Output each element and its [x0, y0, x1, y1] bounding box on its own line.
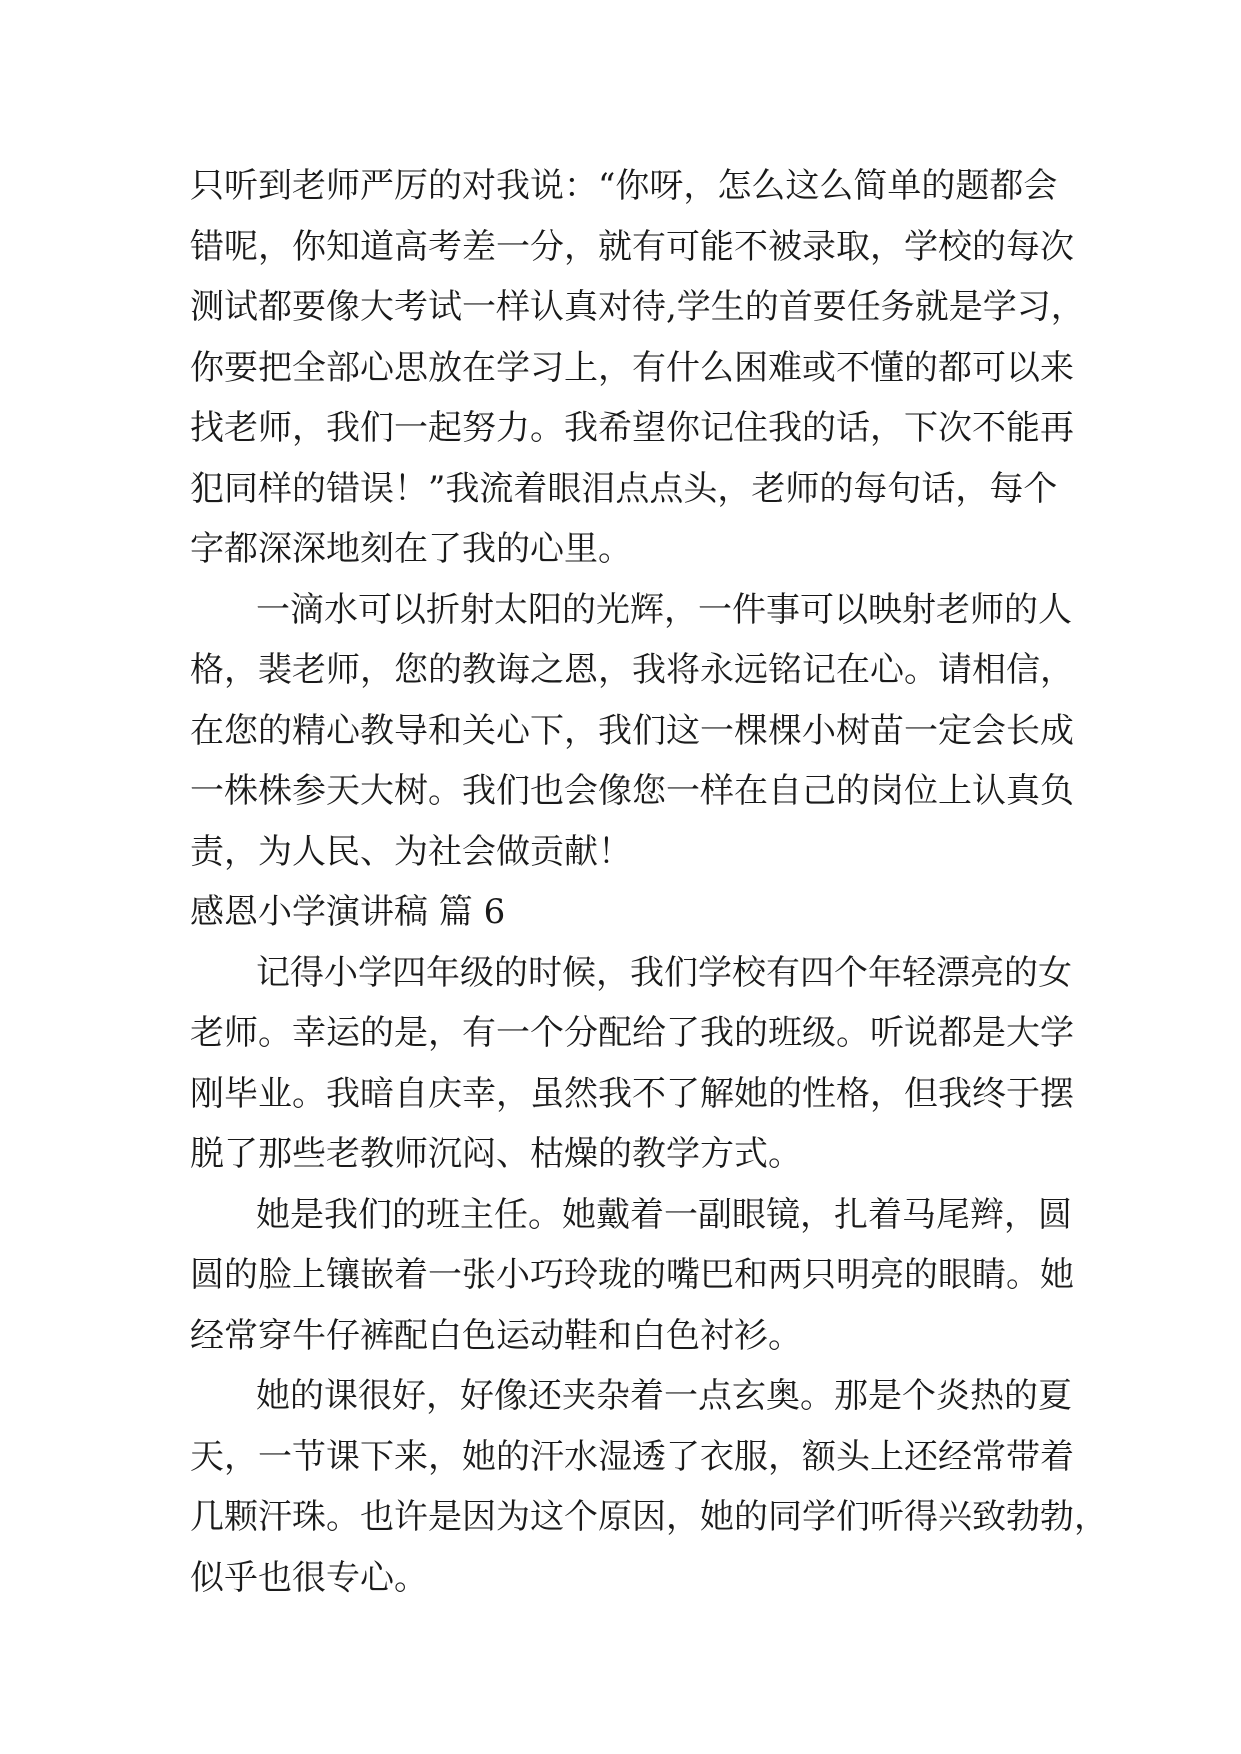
text-line: 脱了那些老教师沉闷、枯燥的教学方式。 [190, 1134, 802, 1174]
text-line: 天，一节课下来，她的汗水湿透了衣服，额头上还经常带着 [190, 1436, 1074, 1477]
text-line: 在您的精心教导和关心下，我们这一棵棵小树苗一定会长成 [190, 710, 1074, 751]
text-line: 一株株参天大树。我们也会像您一样在自己的岗位上认真负 [190, 771, 1074, 811]
text-line: 测试都要像大考试一样认真对待,学生的首要任务就是学习， [190, 287, 1085, 327]
paragraph-lessons [190, 1366, 1108, 1608]
text-line: 你要把全部心思放在学习上，有什么困难或不懂的都可以来 [190, 347, 1074, 388]
text-line: 她是我们的班主任。她戴着一副眼镜，扎着马尾辫，圆 [256, 1194, 1072, 1235]
section-title: 感恩小学演讲稿 篇 6 [190, 892, 506, 932]
text-line: 刚毕业。我暗自庆幸，虽然我不了解她的性格，但我终于摆 [190, 1073, 1074, 1114]
paragraph-teacher-words [190, 156, 1090, 580]
text-line: 错呢，你知道高考差一分，就有可能不被录取，学校的每次 [190, 226, 1074, 267]
text-line: 似乎也很专心。 [190, 1557, 428, 1598]
text-line: 老师。幸运的是，有一个分配给了我的班级。听说都是大学 [190, 1013, 1074, 1053]
text-line: 只听到老师严厉的对我说：“你呀，怎么这么简单的题都会 [190, 166, 1058, 206]
text-line: 经常穿牛仔裤配白色运动鞋和白色衬衫。 [190, 1315, 802, 1356]
text-line: 字都深深地刻在了我的心里。 [190, 529, 632, 569]
text-line: 她的课很好，好像还夹杂着一点玄奥。那是个炎热的夏 [256, 1376, 1072, 1416]
text-line: 责，为人民、为社会做贡献！ [190, 831, 632, 872]
document-body [190, 156, 1108, 1608]
text-line: 圆的脸上镶嵌着一张小巧玲珑的嘴巴和两只明亮的眼睛。她 [190, 1255, 1074, 1295]
text-line: 格，裴老师，您的教诲之恩，我将永远铭记在心。请相信， [190, 650, 1074, 690]
paragraph-fourth-grade [190, 943, 1090, 1185]
paragraph-conclusion [190, 580, 1090, 883]
text-line: 找老师，我们一起努力。我希望你记住我的话，下次不能再 [190, 408, 1074, 448]
text-line: 几颗汗珠。也许是因为这个原因，她的同学们听得兴致勃勃， [190, 1497, 1108, 1537]
section-heading [190, 882, 1090, 943]
text-line: 犯同样的错误！”我流着眼泪点点头，老师的每句话，每个 [190, 468, 1058, 509]
text-line: 记得小学四年级的时候，我们学校有四个年轻漂亮的女 [256, 952, 1072, 993]
paragraph-head-teacher [190, 1185, 1090, 1367]
text-line: 一滴水可以折射太阳的光辉，一件事可以映射老师的人 [256, 589, 1072, 630]
